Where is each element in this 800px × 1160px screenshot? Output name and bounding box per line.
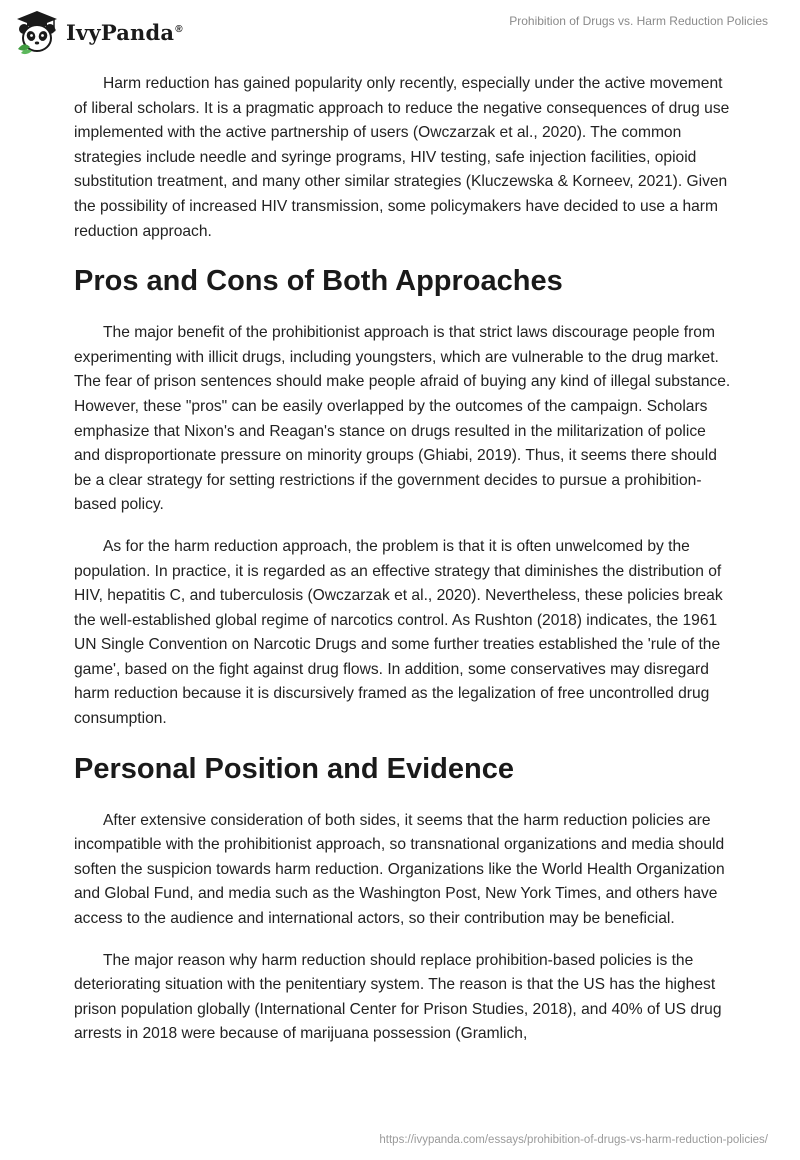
paragraph: The major reason why harm reduction should replace prohibition-based policies is the deteriorating situation with the penitentiary system. The reason is that the US has the highest prison population globally (International Center for Prison Studies, 2018), and 40% of US drug arrests in 2018 were because of marijuana possession (Gramlich, [74,951,722,1043]
page-header [0,0,800,64]
paragraph: Harm reduction has gained popularity only recently, especially under the active movement of liberal scholars. It is a pragmatic approach to reduce the negative consequences of drug use implemented with the active partnership of users (Owczarzak et al., 2020). The common strategies include needle and syringe programs, HIV testing, safe injection facilities, opioid substitution treatment, and many other similar strategies (Kluczewska & Korneev, 2021). Given the possibility of increased HIV transmission, some policymakers have decided to use a harm reduction approach. [74,75,730,240]
paragraph: The major benefit of the prohibitionist approach is that strict laws discourage people from experimenting with illicit drugs, including youngsters, which are vulnerable to the drug market. The fear of prison sentences should make people afraid of buying any kind of illegal substance. However, these "pros" can be easily overlapped by the outcomes of the campaign. Scholars emphasize that Nixon's and Reagan's stance on drugs resulted in the militarization of police and disproportionate pressure on minority groups (Ghiabi, 2019). Thus, it seems there should be a clear strategy for setting restrictions if the government decides to pursue a prohibition-based policy. [74,324,731,514]
section-heading-pros-cons: Pros and Cons of Both Approaches [74,265,563,298]
document-title: Prohibition of Drugs vs. Harm Reduction Policies [509,14,768,28]
essay-body [74,72,734,1064]
paragraph: As for the harm reduction approach, the problem is that it is often unwelcomed by the population. In practice, it is regarded as an effective strategy that diminishes the distribution of HIV, hepatitis C, and tuberculosis (Owczarzak et al., 2020). Nevertheless, these policies break the well-established global regime of narcotics control. As Rushton (2018) indicates, the 1961 UN Single Convention on Narcotic Drugs and some further treaties established the 'rule of the game', based on the fight against drug flows. In addition, some conservatives may disregard harm reduction because it is discursively framed as the legalization of free uncontrolled drug consumption. [74,537,723,728]
ivypanda-logo[interactable] [14,8,183,56]
panda-graduate-icon [14,9,60,55]
logo-wordmark: IvyPanda® [66,19,183,45]
section-heading-personal-position: Personal Position and Evidence [74,752,514,785]
paragraph: After extensive consideration of both sides, it seems that the harm reduction policies are incompatible with the prohibitionist approach, so transnational organizations and media should soften the suspicion towards harm reduction. Organizations like the World Health Organization and Global Fund, and media such as the Washington Post, New York Times, and others have access to the audience and international actors, so their contribution may be beneficial. [74,811,725,928]
source-url[interactable]: https://ivypanda.com/essays/prohibition-of-drugs-vs-harm-reduction-policies/ [379,1134,768,1146]
